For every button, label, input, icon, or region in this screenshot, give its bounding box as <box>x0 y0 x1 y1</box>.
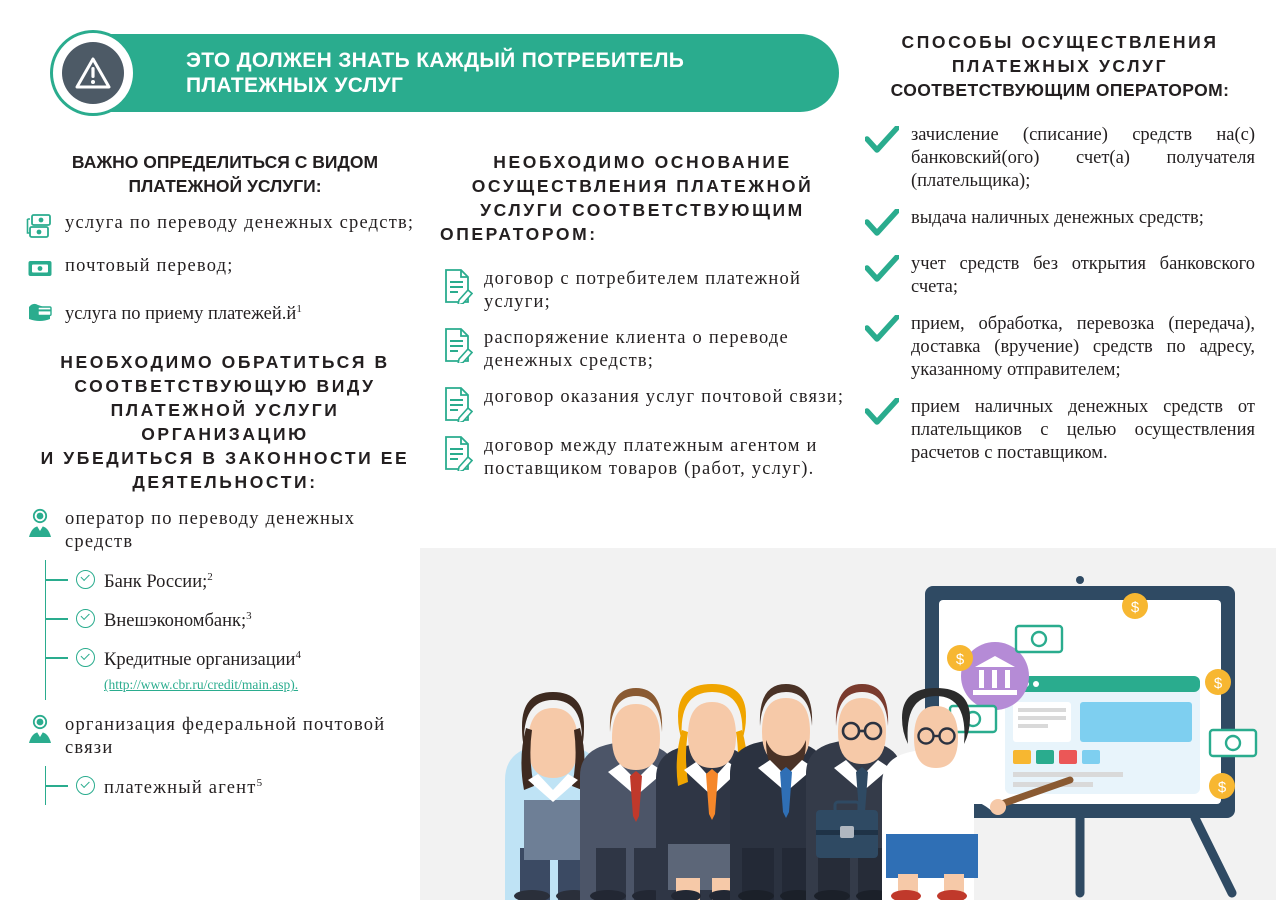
list-item-label: услуга по переводу денежных средств; <box>65 213 415 233</box>
check-circle-icon <box>76 609 95 628</box>
left-heading-2-line5: ДЕЯТЕЛЬНОСТИ: <box>132 472 318 492</box>
methods-list <box>865 124 1255 465</box>
list-item <box>25 255 425 285</box>
left-heading-1-line2: ПЛАТЕЖНОЙ УСЛУГИ: <box>128 176 322 196</box>
alert-exclamation-icon <box>50 30 136 116</box>
list-item <box>440 327 845 373</box>
left-heading-2 <box>25 350 425 494</box>
check-circle-icon <box>76 776 95 795</box>
list-item-label: зачисление (списание) средств на(с) банковский(ого) счет(а) получателя (плательщика); <box>911 125 1255 191</box>
list-item <box>440 435 845 481</box>
postal-person-icon <box>25 714 55 744</box>
list-item <box>865 124 1255 193</box>
middle-heading-line3: УСЛУГИ СООТВЕТСТВУЮЩИМ <box>480 200 805 220</box>
list-item <box>25 212 425 242</box>
check-circle-icon <box>76 648 95 667</box>
list-item <box>25 298 425 328</box>
banner-title: ЭТО ДОЛЖЕН ЗНАТЬ КАЖДЫЙ ПОТРЕБИТЕЛЬ ПЛАТЕЖНЫХ УСЛУГ <box>186 49 685 97</box>
document-pencil-icon <box>440 327 474 363</box>
left-heading-1-line1: ВАЖНО ОПРЕДЕЛИТЬСЯ С ВИДОМ <box>71 152 379 172</box>
tree-child-label: Внешэкономбанк;$^3$ <box>104 610 252 632</box>
right-heading-line3: СООТВЕТСТВУЮЩИМ ОПЕРАТОРОМ: <box>890 80 1230 100</box>
list-item <box>865 253 1255 299</box>
tree-root-label: организация федеральной почтовой связи <box>65 715 386 759</box>
left-column <box>25 150 425 805</box>
list-item <box>440 386 845 422</box>
tree-child-label: Кредитные организации$^4$ (http://www.cbr.ru/credit/main.asp). <box>104 644 301 696</box>
tree-child <box>76 772 425 800</box>
list-item-label: договор оказания услуг почтовой связи; <box>484 387 845 407</box>
cbr-credit-link[interactable]: (http://www.cbr.ru/credit/main.asp). <box>104 677 299 693</box>
organization-tree-postal <box>25 714 425 804</box>
document-pencil-icon <box>440 435 474 471</box>
right-heading-line2: ПЛАТЕЖНЫХ УСЛУГ <box>951 56 1169 76</box>
svg-text:$: $ <box>1213 675 1223 692</box>
card-payment-icon <box>25 298 55 328</box>
money-transfer-icon <box>25 212 55 242</box>
tree-child-label: платежный агент$^5$ <box>104 777 264 799</box>
middle-heading <box>440 150 845 246</box>
tree-root-label: оператор по переводу денежных средств <box>65 509 356 552</box>
postal-money-icon <box>25 255 55 285</box>
list-item-label: распоряжение клиента о переводе денежных средств; <box>484 328 789 371</box>
tree-root <box>25 508 425 554</box>
svg-text:$: $ <box>1217 779 1227 796</box>
tree-child <box>76 566 425 594</box>
left-heading-2-line3: ПЛАТЕЖНОЙ УСЛУГИ ОРГАНИЗАЦИЮ <box>110 400 340 444</box>
document-pencil-icon <box>440 268 474 304</box>
tree-child-label: Банк России;$^2$ <box>104 571 213 593</box>
grounds-list <box>440 268 845 481</box>
document-pencil-icon <box>440 386 474 422</box>
list-item-label: прием наличных денежных средств от плательщиков с целью осуществления расчетов с поставщиком. <box>911 397 1255 463</box>
middle-heading-line4: ОПЕРАТОРОМ: <box>440 224 598 244</box>
middle-heading-line2: ОСУЩЕСТВЛЕНИЯ ПЛАТЕЖНОЙ <box>471 176 814 196</box>
warning-triangle-icon <box>75 56 111 90</box>
left-heading-1 <box>25 150 425 198</box>
list-item-label: учет средств без открытия банковского счета; <box>911 254 1255 297</box>
list-item-label: услуга по приему $платежей.й^1$ <box>65 303 302 325</box>
list-item-label: прием, обработка, перевозка (передача), доставка (вручение) средств по адресу, указанному отправителем; <box>911 314 1255 380</box>
list-item-label: почтовый перевод; <box>65 256 234 276</box>
list-item-label: выдача наличных денежных средств; <box>911 208 1204 228</box>
svg-text:$: $ <box>1130 599 1140 616</box>
tree-root <box>25 714 425 760</box>
list-item-label: договор между платежным агентом и поставщиком товаров (работ, услуг). <box>484 436 818 479</box>
right-heading-line1: СПОСОБЫ ОСУЩЕСТВЛЕНИЯ <box>901 32 1219 52</box>
right-column <box>865 30 1255 479</box>
tree-child <box>76 644 425 696</box>
payment-service-types-list <box>25 212 425 328</box>
footnote-marker: 1 <box>296 303 302 315</box>
left-heading-2-line2: СООТВЕТСТВУЮЩУЮ ВИДУ <box>74 376 376 396</box>
tree-child <box>76 605 425 633</box>
check-icon <box>865 126 899 156</box>
svg-text:$: $ <box>955 651 965 668</box>
list-item <box>865 396 1255 465</box>
left-heading-2-line1: НЕОБХОДИМО ОБРАТИТЬСЯ В <box>60 352 390 372</box>
organization-tree-operator <box>25 508 425 700</box>
check-circle-icon <box>76 570 95 589</box>
list-item <box>865 313 1255 382</box>
list-item <box>440 268 845 314</box>
check-icon <box>865 315 899 345</box>
middle-column <box>440 150 845 494</box>
check-icon <box>865 209 899 239</box>
list-item <box>865 207 1255 239</box>
check-icon <box>865 398 899 428</box>
middle-heading-line1: НЕОБХОДИМО ОСНОВАНИЕ <box>493 152 792 172</box>
business-people-and-presentation-illustration <box>420 548 1276 900</box>
header-banner <box>52 34 839 112</box>
check-icon <box>865 255 899 285</box>
operator-person-icon <box>25 508 55 538</box>
list-item-label: договор с потребителем платежной услуги; <box>484 269 802 312</box>
right-heading <box>865 30 1255 102</box>
left-heading-2-line4: И УБЕДИТЬСЯ В ЗАКОННОСТИ ЕЕ <box>40 448 410 468</box>
